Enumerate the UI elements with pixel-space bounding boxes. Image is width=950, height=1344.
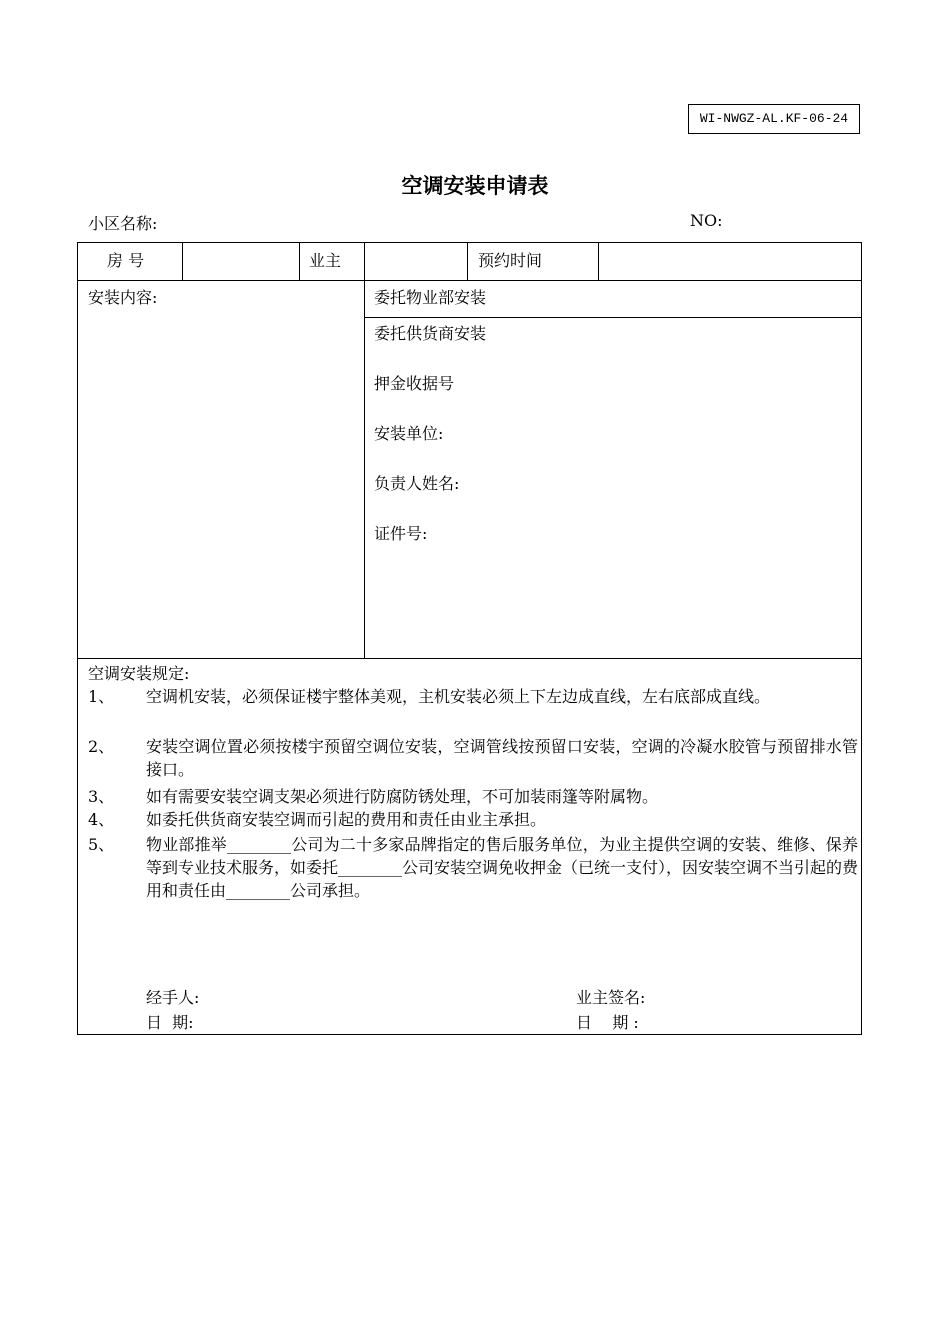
rule-item <box>88 833 858 902</box>
column-divider <box>364 243 365 658</box>
owner-signature-label: 业主签名: <box>576 988 646 1007</box>
rule-text: 如有需要安装空调支架必须进行防腐防锈处理，不可加装雨篷等附属物。 <box>146 787 659 806</box>
rule-item <box>88 808 858 831</box>
rule-number: 1、 <box>88 687 115 706</box>
owner-label: 业主 <box>309 251 342 270</box>
column-divider <box>467 243 468 280</box>
deposit-receipt-label: 押金收据号 <box>374 374 455 393</box>
rule-number: 2、 <box>88 737 115 756</box>
document-code: WI-NWGZ-AL.KF-06-24 <box>688 104 860 134</box>
install-unit-label: 安装单位: <box>374 424 444 443</box>
room-number-field[interactable] <box>189 248 293 274</box>
appointment-time-field[interactable] <box>604 248 856 274</box>
delegate-property-option[interactable]: 委托物业部安装 <box>374 288 487 307</box>
owner-field[interactable] <box>370 248 462 274</box>
rule-item <box>88 785 858 808</box>
handler-label: 经手人: <box>146 988 200 1007</box>
rule-item <box>88 735 858 781</box>
rule-item <box>88 685 858 708</box>
rule-number: 5、 <box>88 835 115 854</box>
delegate-supplier-option[interactable]: 委托供货商安装 <box>374 324 487 343</box>
column-divider <box>299 243 300 280</box>
form-title: 空调安装申请表 <box>401 174 549 198</box>
rule-text: 安装空调位置必须按楼宇预留空调位安装，空调管线按预留口安装，空调的冷凝水胶管与预留排水管接口。 <box>146 737 858 779</box>
rule-number: 4、 <box>88 810 115 829</box>
column-divider <box>598 243 599 280</box>
row-divider <box>78 658 861 659</box>
id-number-label: 证件号: <box>374 524 428 543</box>
appointment-time-label: 预约时间 <box>478 251 543 270</box>
rule-text: 物业部推举________公司为二十多家品牌指定的售后服务单位，为业主提供空调的安装、维修、保养等到专业技术服务，如委托________公司安装空调免收押金（已统一支付），因安装空调不当引起的费用和责任由________公司承担。 <box>146 835 859 900</box>
rule-text: 如委托供货商安装空调而引起的费用和责任由业主承担。 <box>146 810 547 829</box>
column-divider <box>182 243 183 280</box>
date-label-left: 日 期: <box>146 1013 194 1032</box>
install-content-label: 安装内容: <box>88 288 158 307</box>
row-divider <box>78 280 861 281</box>
room-number-label: 房 号 <box>107 251 145 270</box>
row-divider <box>364 317 861 318</box>
rule-text: 空调机安装，必须保证楼宇整体美观，主机安装必须上下左边成直线，左右底部成直线。 <box>146 687 771 706</box>
person-in-charge-label: 负责人姓名: <box>374 474 460 493</box>
rules-title: 空调安装规定: <box>88 664 190 683</box>
rule-number: 3、 <box>88 787 115 806</box>
date-label-right: 日 期 : <box>576 1013 639 1032</box>
community-name-label: 小区名称: <box>88 214 158 233</box>
application-form-table <box>77 242 862 1035</box>
number-label: NO: <box>690 211 723 230</box>
